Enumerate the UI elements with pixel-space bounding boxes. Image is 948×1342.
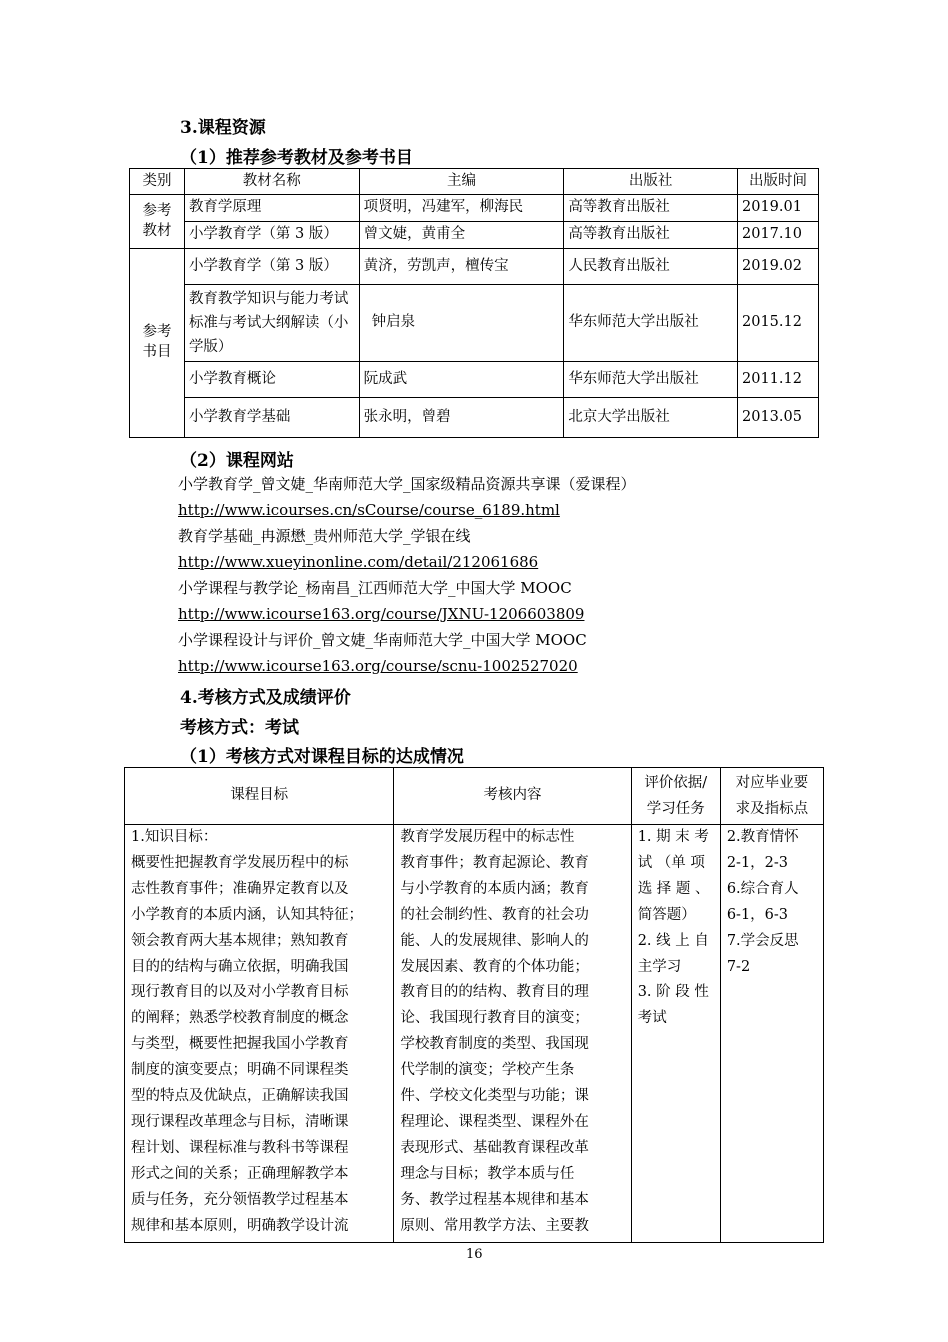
sub1-title: （1）推荐参考教材及参考书目 <box>180 148 413 168</box>
th-editor: 主编 <box>359 169 564 195</box>
website-link[interactable]: http://www.xueyinonline.com/detail/212061686 <box>178 553 539 571</box>
book-editor: 黄济，劳凯声，檀传宝 <box>359 249 564 285</box>
goal-line: 现行教育目的以及对小学教育目标 <box>131 984 349 1001</box>
website-desc: 教育学基础_冉源懋_贵州师范大学_学银在线 <box>178 527 471 545</box>
content-line: 教育目的的结构、教育目的理 <box>400 984 589 1001</box>
goal-line: 志性教育事件；准确界定教育以及 <box>131 880 349 897</box>
basis-line: 试 （单 项 <box>637 854 705 871</box>
goal-line: 型的特点及优缺点，正确解读我国 <box>131 1088 349 1105</box>
goal-line: 现行课程改革理念与目标，清晰课 <box>131 1113 349 1130</box>
category-textbook: 参考教材 <box>130 195 185 249</box>
book-publisher: 华东师范大学出版社 <box>564 362 738 398</box>
section4-title: 4.考核方式及成绩评价 <box>180 688 351 708</box>
content-line: 教育事件；教育起源论、教育 <box>400 854 589 871</box>
table-row <box>130 398 819 438</box>
book-name: 小学教育学（第 3 版） <box>184 222 359 249</box>
content-line: 学校教育制度的类型、我国现 <box>400 1036 589 1053</box>
book-editor: 钟启泉 <box>359 285 564 362</box>
website-link[interactable]: http://www.icourses.cn/sCourse/course_6189.html <box>178 501 560 519</box>
goal-line: 程计划、课程标准与教科书等课程 <box>131 1139 349 1156</box>
book-editor: 项贤明，冯建军，柳海民 <box>359 195 564 222</box>
goal-line: 规律和基本原则，明确教学设计流 <box>131 1217 349 1234</box>
content-line: 教育学发展历程中的标志性 <box>400 829 575 845</box>
website-desc: 小学课程与教学论_杨南昌_江西师范大学_中国大学 MOOC <box>178 579 572 597</box>
goal-line: 形式之间的关系；正确理解教学本 <box>131 1165 349 1182</box>
req-line: 7-2 <box>726 958 751 975</box>
goal-line: 小学教育的本质内涵，认知其特征； <box>131 906 363 923</box>
section3-title: 3.课程资源 <box>180 118 266 138</box>
table-row <box>130 285 819 362</box>
th-req-line1: 对应毕业要 <box>735 775 809 791</box>
th-date: 出版时间 <box>738 169 819 195</box>
book-date: 2015.12 <box>738 285 819 362</box>
assessment-table <box>124 767 824 1243</box>
table-row <box>130 249 819 285</box>
goal-line: 目的的结构与确立依据，明确我国 <box>131 958 349 975</box>
book-date: 2013.05 <box>738 398 819 438</box>
book-date: 2019.02 <box>738 249 819 285</box>
req-line: 2-1，2-3 <box>726 854 789 871</box>
th-publisher: 出版社 <box>564 169 738 195</box>
th-assess-content: 考核内容 <box>394 768 631 825</box>
book-name: 小学教育学（第 3 版） <box>184 249 359 285</box>
course-goal-cell <box>125 825 394 1243</box>
page-number: 16 <box>466 1247 483 1262</box>
table-row <box>130 222 819 249</box>
th-book-name: 教材名称 <box>184 169 359 195</box>
book-editor: 张永明，曾碧 <box>359 398 564 438</box>
goal-line: 与类型，概要性把握我国小学教育 <box>131 1036 349 1053</box>
req-line: 6.综合育人 <box>726 880 799 897</box>
table-row <box>130 362 819 398</box>
content-line: 代学制的演变；学校产生条 <box>400 1062 575 1079</box>
book-name: 小学教育概论 <box>184 362 359 398</box>
basis-line: 2. 线 上 自 <box>637 932 709 949</box>
table-row <box>130 195 819 222</box>
content-line: 能、人的发展规律、影响人的 <box>400 932 589 949</box>
req-line: 2.教育情怀 <box>726 829 799 845</box>
goal-line: 的阐释；熟悉学校教育制度的概念 <box>131 1010 349 1027</box>
book-editor: 阮成武 <box>359 362 564 398</box>
th-req-line2: 求及指标点 <box>735 801 809 817</box>
goal-line: 领会教育两大基本规律；熟知教育 <box>131 932 349 949</box>
content-line: 与小学教育的本质内涵；教育 <box>400 880 589 897</box>
th-basis-line2: 学习任务 <box>646 801 705 817</box>
assess-content-cell <box>394 825 631 1243</box>
goal-line: 质与任务，充分领悟教学过程基本 <box>131 1191 349 1208</box>
content-line: 的社会制约性、教育的社会功 <box>400 906 589 923</box>
goal-line: 制度的演变要点；明确不同课程类 <box>131 1062 349 1079</box>
basis-line: 3. 阶 段 性 <box>637 984 709 1001</box>
sub2-title: （2）课程网站 <box>180 451 294 471</box>
basis-line: 选 择 题 、 <box>637 880 710 897</box>
content-line: 原则、常用教学方法、主要教 <box>400 1217 589 1234</box>
book-publisher: 人民教育出版社 <box>564 249 738 285</box>
basis-line: 考试 <box>637 1010 667 1027</box>
book-publisher: 华东师范大学出版社 <box>564 285 738 362</box>
content-line: 论、我国现行教育目的演变； <box>400 1010 589 1027</box>
content-line: 务、教学过程基本规律和基本 <box>400 1191 589 1208</box>
content-line: 件、学校文化类型与功能；课 <box>400 1088 589 1105</box>
content-line: 表现形式、基础教育课程改革 <box>400 1139 589 1156</box>
website-desc: 小学课程设计与评价_曾文婕_华南师范大学_中国大学 MOOC <box>178 631 587 649</box>
content-line: 理念与目标；教学本质与任 <box>400 1165 575 1182</box>
basis-line: 简答题） <box>637 906 696 923</box>
th-category: 类别 <box>130 169 185 195</box>
basis-cell <box>631 825 720 1243</box>
req-line: 7.学会反思 <box>726 932 799 949</box>
book-date: 2011.12 <box>738 362 819 398</box>
table-row <box>125 825 824 1243</box>
reference-books-table <box>129 168 819 438</box>
th-basis-line1: 评价依据/ <box>644 775 708 791</box>
website-list <box>178 471 878 679</box>
sub4-1-title: （1）考核方式对课程目标的达成情况 <box>180 747 464 767</box>
content-line: 发展因素、教育的个体功能； <box>400 958 589 975</box>
website-link[interactable]: http://www.icourse163.org/course/scnu-1002527020 <box>178 657 578 675</box>
book-date: 2019.01 <box>738 195 819 222</box>
book-name: 小学教育学基础 <box>184 398 359 438</box>
book-name: 教育教学知识与能力考试标准与考试大纲解读（小学版） <box>184 285 359 362</box>
book-name: 教育学原理 <box>184 195 359 222</box>
book-publisher: 高等教育出版社 <box>564 195 738 222</box>
basis-line: 1. 期 末 考 <box>637 829 709 845</box>
goal-line: 1.知识目标： <box>131 829 218 845</box>
req-line: 6-1，6-3 <box>726 906 789 923</box>
category-reference: 参考书目 <box>130 249 185 438</box>
basis-line: 主学习 <box>637 958 682 975</box>
content-line: 程理论、课程类型、课程外在 <box>400 1113 589 1130</box>
book-date: 2017.10 <box>738 222 819 249</box>
website-desc: 小学教育学_曾文婕_华南师范大学_国家级精品资源共享课（爱课程） <box>178 475 636 493</box>
grad-req-cell <box>720 825 823 1243</box>
th-grad-req <box>720 768 823 825</box>
assess-method: 考核方式：考试 <box>180 718 299 738</box>
th-basis <box>631 768 720 825</box>
goal-line: 概要性把握教育学发展历程中的标 <box>131 854 349 871</box>
th-course-goal: 课程目标 <box>125 768 394 825</box>
book-publisher: 北京大学出版社 <box>564 398 738 438</box>
website-link[interactable]: http://www.icourse163.org/course/JXNU-1206603809 <box>178 605 585 623</box>
book-editor: 曾文婕，黄甫全 <box>359 222 564 249</box>
book-publisher: 高等教育出版社 <box>564 222 738 249</box>
